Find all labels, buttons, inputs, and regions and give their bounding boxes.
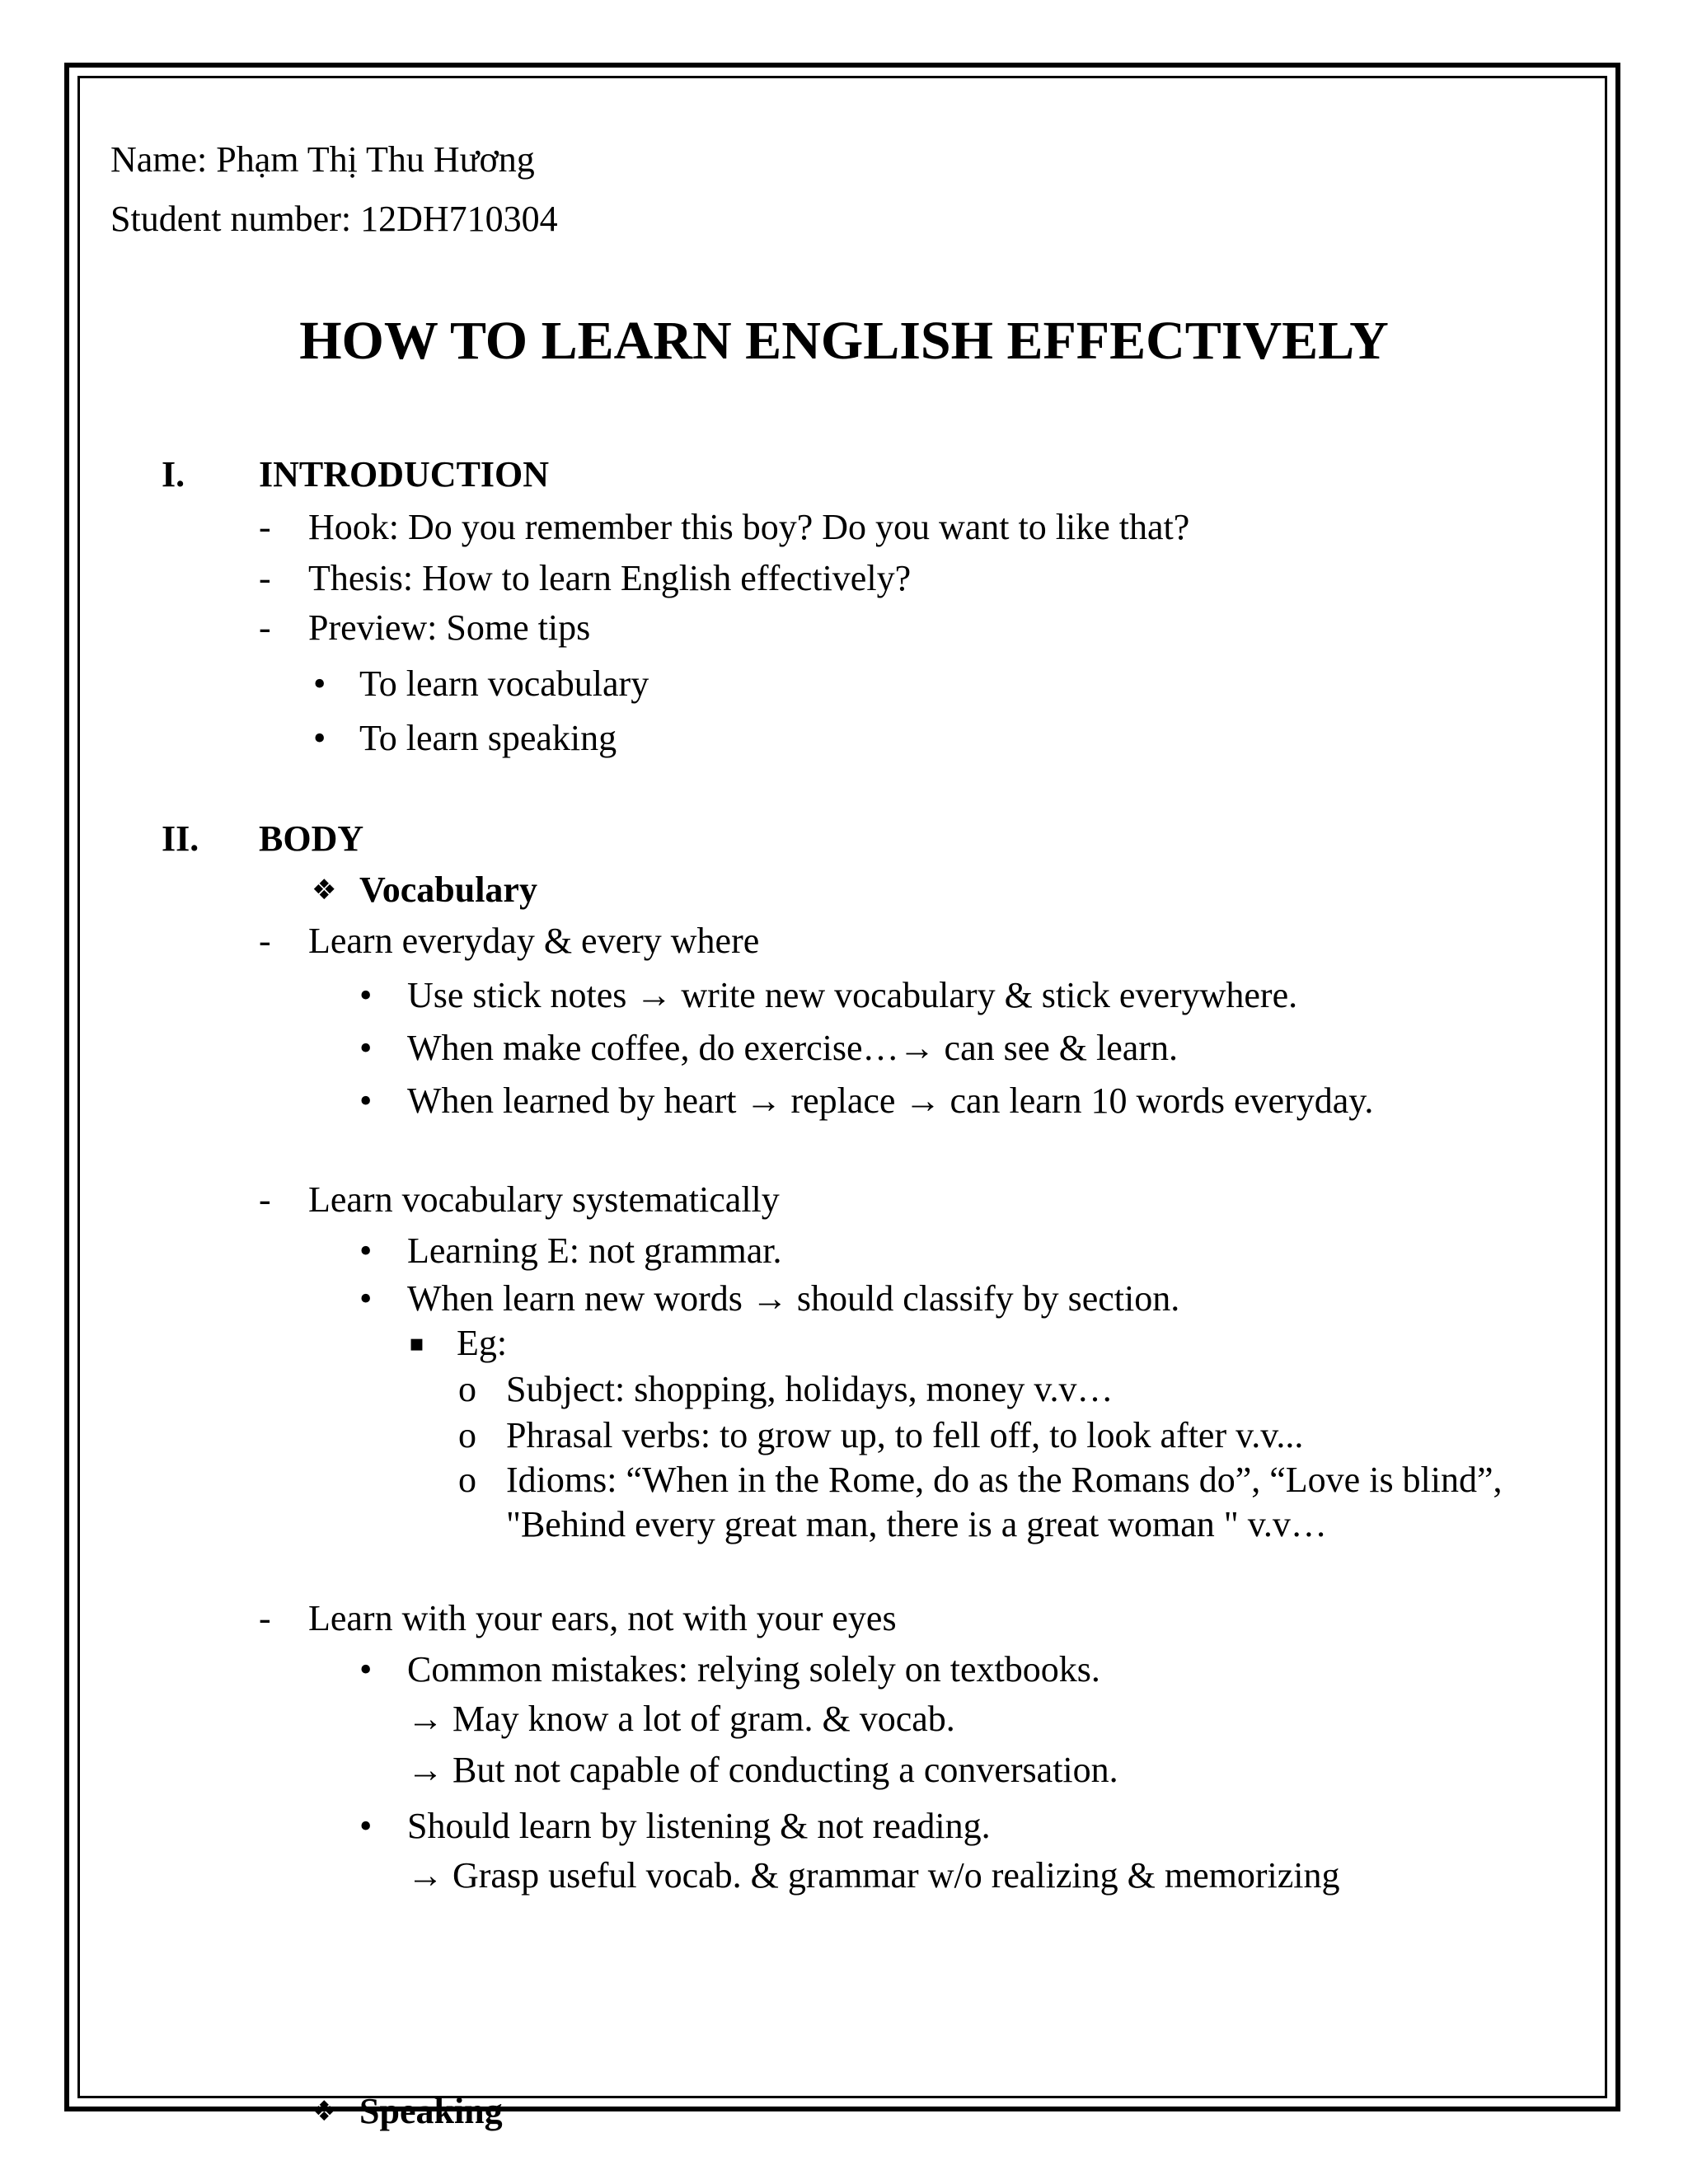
example-item-continuation: "Behind every great man, there is a great woman " v.v… — [506, 1504, 1327, 1544]
dash-marker: - — [259, 558, 271, 598]
intro-preview: Preview: Some tips — [308, 607, 591, 648]
bullet-marker: • — [359, 1080, 373, 1121]
example-item: Subject: shopping, holidays, money v.v… — [506, 1369, 1114, 1409]
learn-ears-subpoint: → May know a lot of gram. & vocab. — [407, 1699, 955, 1739]
student-number: Student number: 12DH710304 — [110, 199, 558, 239]
learn-everyday-bullet: Use stick notes → write new vocabulary & stick everywhere. — [407, 975, 1298, 1015]
diamond-bullet-icon: ❖ — [312, 874, 337, 907]
intro-numeral: I. — [162, 454, 185, 494]
learn-ears-label: Learn with your ears, not with your eyes — [308, 1598, 897, 1638]
learn-ears-subpoint: → Grasp useful vocab. & grammar w/o realizing & memorizing — [407, 1855, 1340, 1896]
learn-systematic-bullet: Learning E: not grammar. — [407, 1230, 782, 1271]
example-item: Phrasal verbs: to grow up, to fell off, to look after v.v... — [506, 1415, 1304, 1455]
document-title: HOW TO LEARN ENGLISH EFFECTIVELY — [299, 311, 1389, 371]
learn-ears-subpoint: → But not capable of conducting a conversation. — [407, 1750, 1118, 1790]
speaking-heading: Speaking — [359, 2091, 503, 2131]
intro-thesis: Thesis: How to learn English effectively? — [308, 558, 912, 598]
dash-marker: - — [259, 1598, 271, 1638]
dash-marker: - — [259, 1179, 271, 1220]
circle-bullet-marker: o — [458, 1460, 476, 1500]
diamond-bullet-icon: ❖ — [312, 2095, 337, 2128]
learn-systematic-bullet: When learn new words → should classify by section. — [407, 1278, 1180, 1319]
body-numeral: II. — [162, 818, 199, 859]
learn-ears-bullet: Common mistakes: relying solely on textbooks. — [407, 1649, 1100, 1690]
bullet-marker: • — [359, 1028, 373, 1068]
circle-bullet-marker: o — [458, 1415, 476, 1455]
bullet-marker: • — [359, 975, 373, 1015]
example-label: Eg: — [457, 1323, 508, 1363]
vocabulary-heading: Vocabulary — [359, 869, 537, 910]
student-name: Name: Phạm Thị Thu Hương — [110, 139, 535, 180]
square-bullet-icon: ▪ — [409, 1329, 424, 1357]
learn-ears-bullet: Should learn by listening & not reading. — [407, 1806, 991, 1846]
bullet-marker: • — [313, 718, 326, 758]
bullet-marker: • — [359, 1806, 373, 1846]
bullet-marker: • — [359, 1649, 373, 1690]
intro-hook: Hook: Do you remember this boy? Do you want to like that? — [308, 507, 1190, 547]
bullet-marker: • — [359, 1230, 373, 1271]
intro-heading: INTRODUCTION — [259, 454, 550, 494]
intro-tip-vocabulary: To learn vocabulary — [359, 663, 649, 704]
bullet-marker: • — [359, 1278, 373, 1319]
example-item: Idioms: “When in the Rome, do as the Romans do”, “Love is blind”, — [506, 1460, 1503, 1500]
dash-marker: - — [259, 507, 271, 547]
intro-tip-speaking: To learn speaking — [359, 718, 617, 758]
learn-everyday-label: Learn everyday & every where — [308, 921, 760, 961]
learn-everyday-bullet: When make coffee, do exercise…→ can see & learn. — [407, 1028, 1178, 1068]
bullet-marker: • — [313, 663, 326, 704]
body-heading: BODY — [259, 818, 364, 859]
learn-systematic-label: Learn vocabulary systematically — [308, 1179, 780, 1220]
learn-everyday-bullet: When learned by heart → replace → can learn 10 words everyday. — [407, 1080, 1374, 1121]
dash-marker: - — [259, 607, 271, 648]
circle-bullet-marker: o — [458, 1369, 476, 1409]
dash-marker: - — [259, 921, 271, 961]
